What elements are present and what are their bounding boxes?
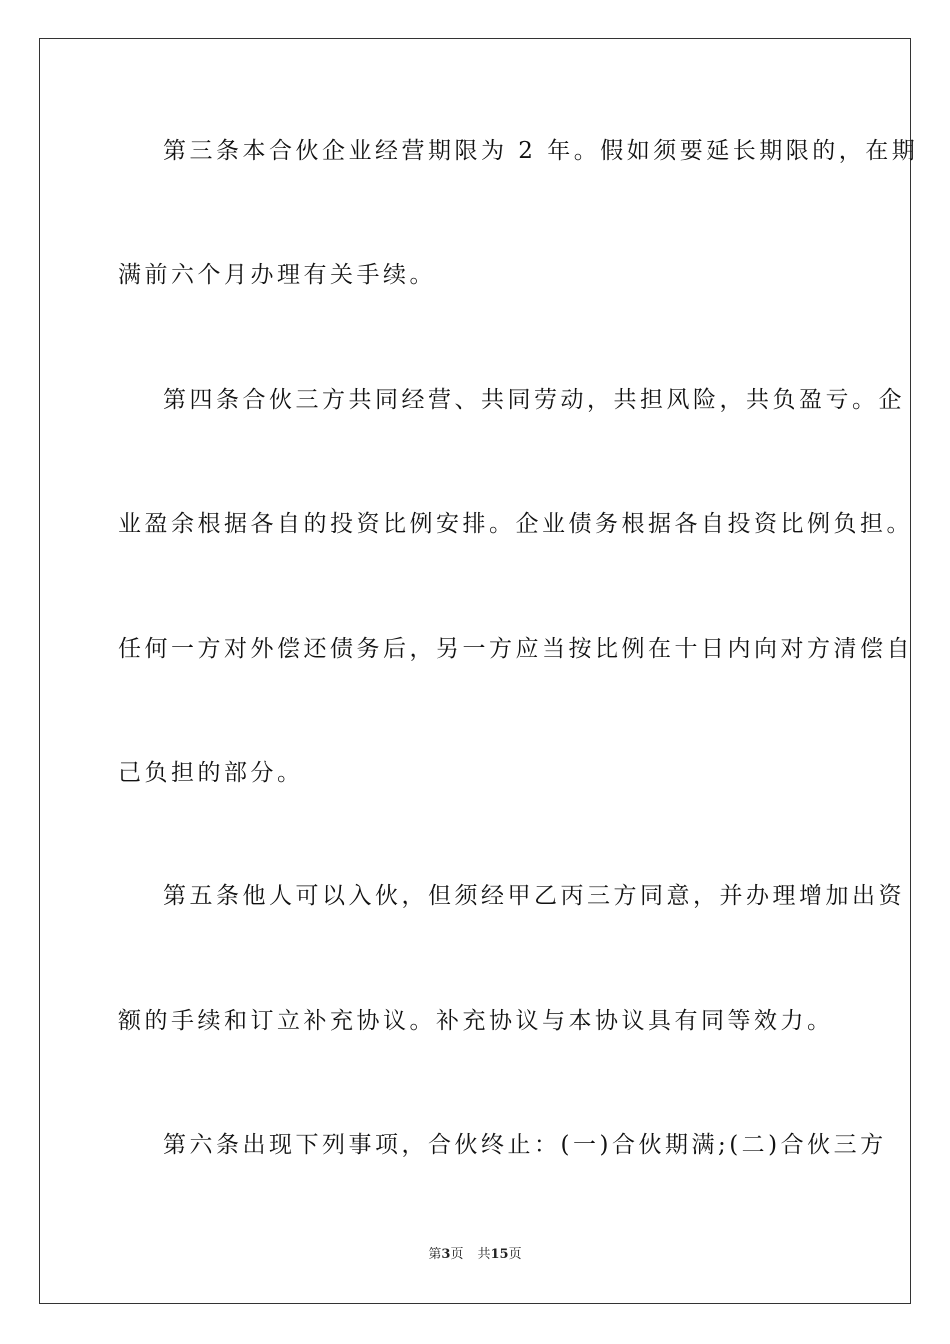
footer-total-prefix: 共 — [477, 1247, 491, 1262]
footer-total-suffix: 页 — [508, 1247, 522, 1262]
footer-page-number: 3 — [441, 1247, 451, 1262]
paragraph-line: 第五条他人可以入伙，但须经甲乙丙三方同意，并办理增加出资 — [163, 883, 905, 909]
paragraph-line: 第三条本合伙企业经营期限为 2 年。假如须要延长期限的，在期 — [163, 138, 919, 164]
paragraph-line: 额的手续和订立补充协议。补充协议与本协议具有同等效力。 — [118, 1008, 834, 1034]
page-border — [39, 38, 919, 1304]
footer-page-prefix: 第 — [428, 1247, 442, 1262]
paragraph-line: 第六条出现下列事项，合伙终止：(一)合伙期满;(二)合伙三方 — [163, 1132, 887, 1158]
footer-total-pages: 15 — [490, 1247, 509, 1262]
paragraph-line: 己负担的部分。 — [118, 760, 304, 786]
paragraph-line: 第四条合伙三方共同经营、共同劳动，共担风险，共负盈亏。企 — [163, 387, 905, 413]
footer-page-suffix: 页 — [450, 1247, 464, 1262]
paragraph-line: 任何一方对外偿还债务后，另一方应当按比例在十日内向对方清偿自 — [118, 636, 913, 662]
page-footer — [0, 1246, 950, 1264]
paragraph-line: 业盈余根据各自的投资比例安排。企业债务根据各自投资比例负担。 — [118, 511, 913, 537]
paragraph-line: 满前六个月办理有关手续。 — [118, 262, 436, 288]
